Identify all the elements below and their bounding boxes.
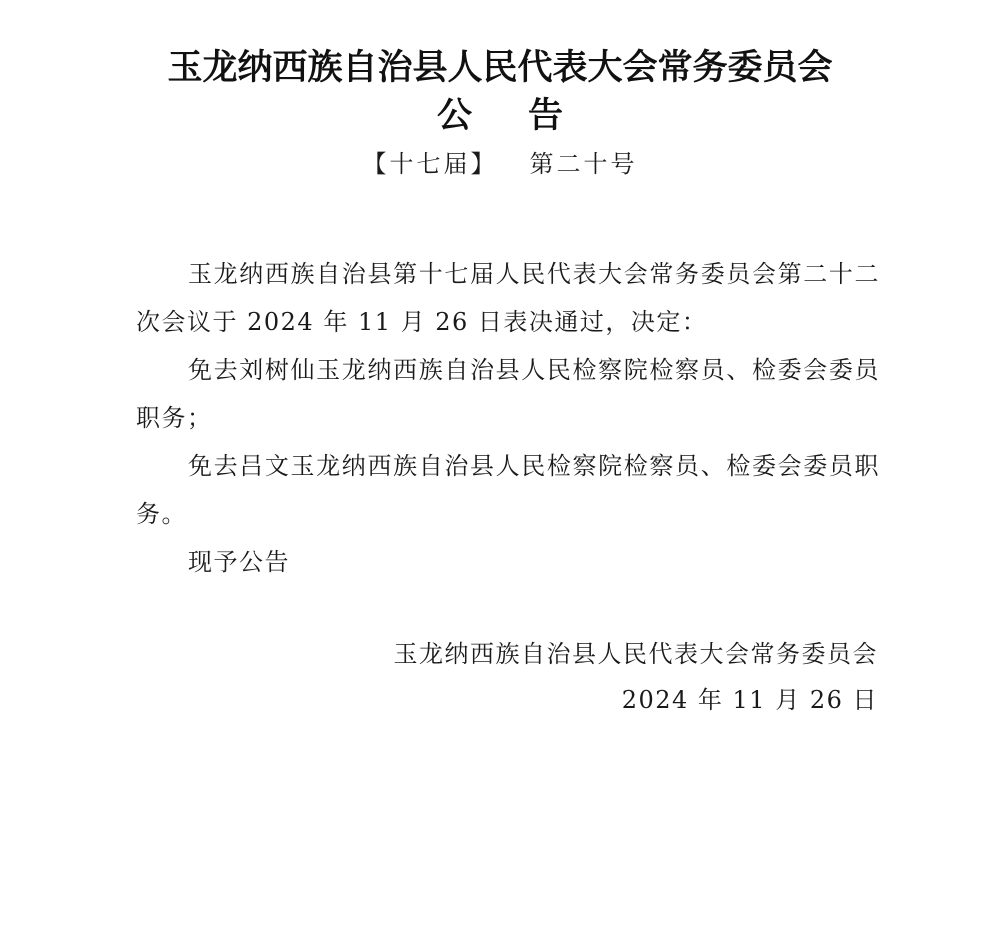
body-paragraph-decision: 玉龙纳西族自治县第十七届人民代表大会常务委员会第二十二次会议于 2024 年 11 月 26 日表决通过，决定： [136, 260, 880, 336]
signature-organization: 玉龙纳西族自治县人民代表大会常务委员会 [393, 640, 878, 668]
signature-date: 2024 年 11 月 26 日 [621, 686, 878, 714]
announcement-number: 第二十号 [529, 150, 638, 178]
body-paragraph-removal-2: 免去吕文玉龙纳西族自治县人民检察院检察员、检委会委员职务。 [136, 452, 880, 528]
session-label: 【十七届】 [362, 150, 498, 178]
document-type-heading: 公告 [436, 96, 619, 136]
body-paragraph-removal-1: 免去刘树仙玉龙纳西族自治县人民检察院检察员、检委会委员职务； [136, 356, 880, 432]
session-number-line [0, 144, 1000, 184]
body-paragraph-closing: 现予公告 [188, 548, 290, 576]
document-title: 玉龙纳西族自治县人民代表大会常务委员会 [167, 48, 833, 88]
document-body [136, 250, 880, 586]
